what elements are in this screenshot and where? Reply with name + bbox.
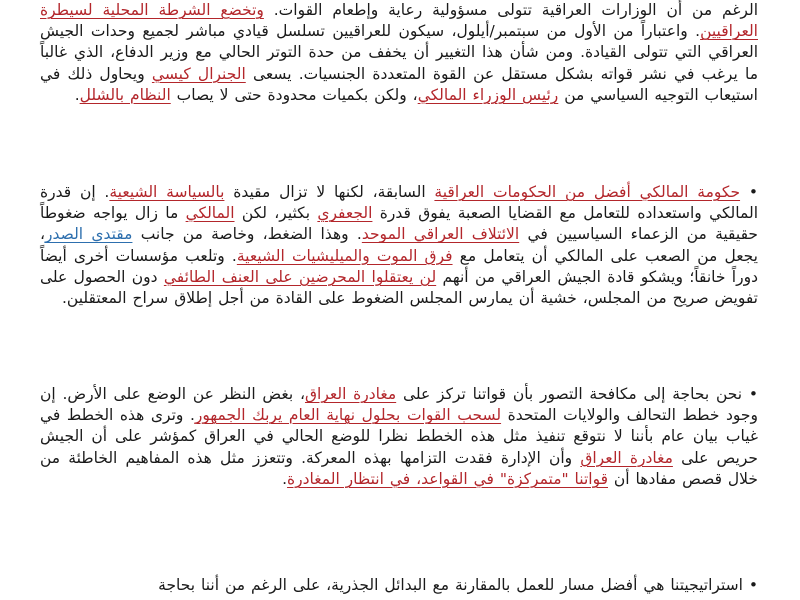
- highlighted-phrase: الجعفري: [317, 204, 373, 223]
- text-run: السابقة، لكنها لا تزال مقيدة: [224, 183, 435, 201]
- highlighted-phrase: الائتلاف العراقي الموحد: [361, 225, 520, 244]
- text-run: • استراتيجيتنا هي أفضل مسار للعمل بالمقارنة مع البدائل الجذرية، على الرغم من أننا بحاجة: [158, 576, 758, 594]
- highlighted-phrase: النظام بالشلل: [79, 85, 171, 104]
- highlighted-phrase: مغادرة العراق: [580, 448, 673, 467]
- highlighted-phrase: مغادرة العراق: [304, 385, 397, 403]
- text-run: .: [282, 469, 288, 488]
- text-run: •: [740, 183, 758, 201]
- text-run: الرغم من أن الوزارات العراقية تتولى مسؤولية رعاية وإطعام القوات.: [263, 1, 759, 19]
- highlighted-phrase: المالكي: [185, 204, 235, 223]
- highlighted-phrase: لسحب القوات بحلول نهاية العام يربك الجمهور: [194, 406, 502, 425]
- text-run: وأن الإدارة فقدت التزامها بهذه المعركة. وتتعزز مثل هذه المفاهيم الخاطئة من خلال قصص مفادها أن: [40, 448, 758, 488]
- highlighted-name: مقتدى الصدر: [45, 225, 133, 244]
- highlighted-phrase: بالسياسة الشيعية: [109, 183, 225, 201]
- text-run: ، ولكن بكميات محدودة حتى لا يصاب: [170, 85, 418, 104]
- paragraph-command-structure: [40, 0, 758, 106]
- highlighted-phrase: قواتنا "متمركزة" في القواعد، في انتظار المغادرة: [287, 469, 608, 488]
- highlighted-phrase: وتخضع الشرطة المحلية لسيطرة العراقيين: [40, 1, 758, 41]
- text-run: ويحاول ذلك في استيعاب التوجيه السياسي من: [40, 64, 758, 104]
- paragraph-leaving-iraq-perception: [40, 384, 758, 490]
- text-run: . وهذا الضغط، وخاصة من جانب: [132, 225, 362, 244]
- text-run: . إن قدرة المالكي واستعداده للتعامل مع القضايا الصعبة يفوق قدرة: [40, 183, 758, 223]
- text-run: .: [74, 85, 80, 104]
- text-run: دون الحصول على تفويض صريح من المجلس، خشية أن يمارس المجلس الضغوط على القادة من أجل إطلاق سراح المعتقلين.: [40, 267, 758, 308]
- text-run: ما زال يواجه ضغوطاً حقيقية من الزعماء السياسيين في: [40, 204, 758, 244]
- highlighted-phrase: رئيس الوزراء المالكي: [417, 85, 559, 104]
- text-run: ، يجعل من الصعب على المالكي أن يتعامل مع: [40, 225, 758, 265]
- text-run: ، بغض النظر عن الوضع على الأرض. إن وجود خطط التحالف والولايات المتحدة: [40, 385, 758, 425]
- text-run: . وترى هذه الخطط في غياب بيان عام بأننا لا نتوقع تنفيذ مثل هذه الخطط نظرا للوضع الحالي في العراق كمؤشر على أن الجيش حريص على: [40, 406, 758, 467]
- paragraph-strategy: [40, 575, 758, 596]
- paragraph-maliki-government: [40, 182, 758, 309]
- highlighted-phrase: حكومة المالكي أفضل من الحكومات العراقية: [434, 183, 741, 201]
- text-run: . واعتباراً من الأول من سبتمبر/أيلول، سيكون للعراقيين تسلسل قيادي مباشر لجميع وحدات الجيش العراقي التي تتولى القيادة. ومن شأن هذا التغيير أن يخفف من حدة التوتر الحالي مع وزير الدفاع، الذي غالباً ما يرغب في نشر قواته بشكل مستقل عن القوة المتعددة الجنسيات. يسعى: [40, 22, 758, 83]
- highlighted-phrase: فرق الموت والميليشيات الشيعية: [236, 246, 453, 265]
- highlighted-phrase: لن يعتقلوا المحرضين على العنف الطائفي: [163, 267, 437, 286]
- highlighted-phrase: الجنرال كيسي: [151, 64, 246, 83]
- text-run: . وتلعب مؤسسات أخرى أيضاً دوراً خانقاً؛ ويشكو قادة الجيش العراقي من أنهم: [40, 246, 758, 286]
- text-run: بكثير، لكن: [234, 204, 318, 223]
- text-run: • نحن بحاجة إلى مكافحة التصور بأن قواتنا تركز على: [396, 385, 758, 403]
